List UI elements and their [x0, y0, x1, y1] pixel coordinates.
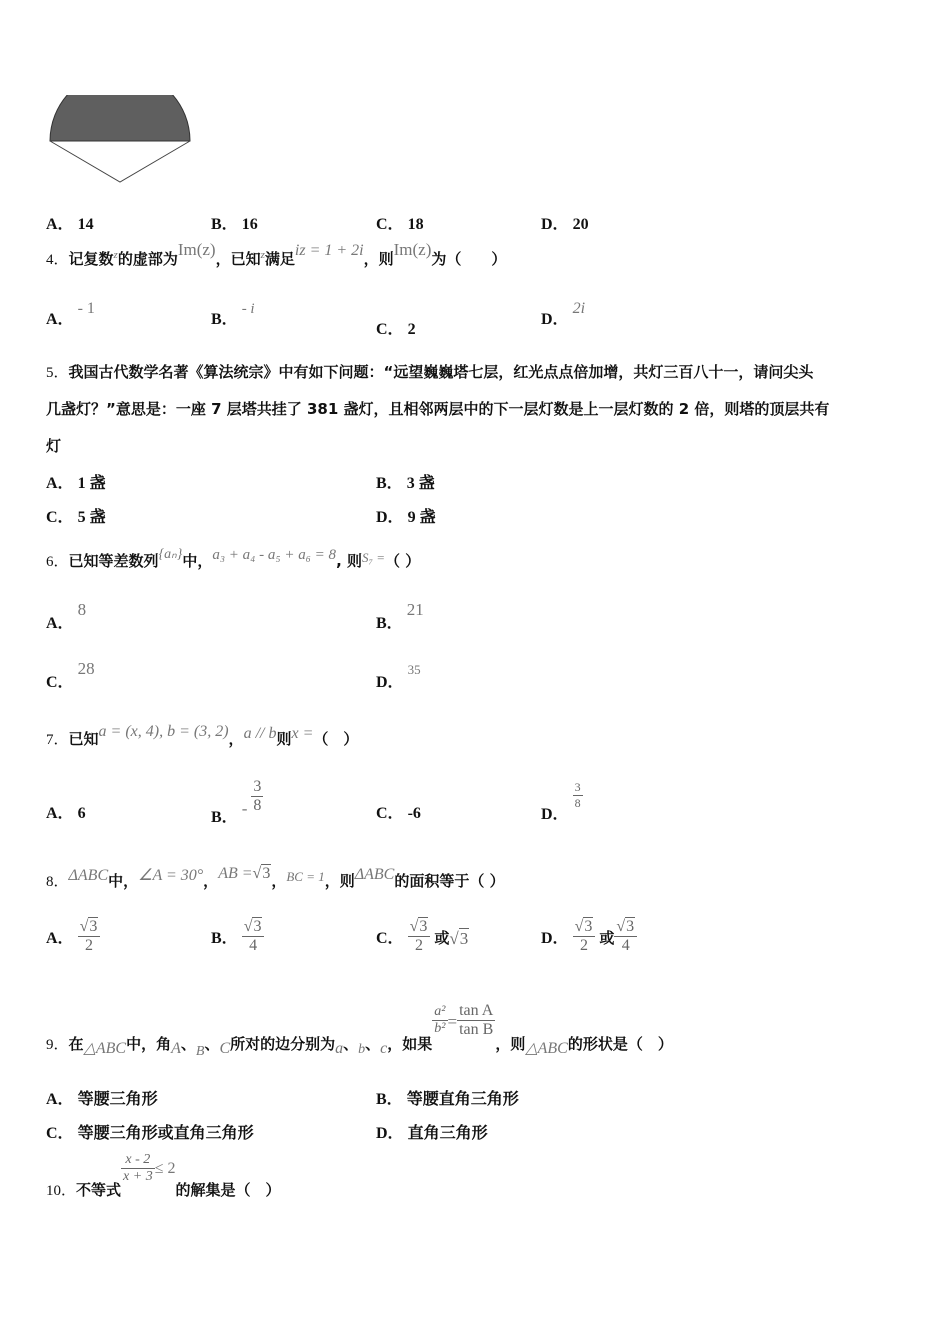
q4-option-c[interactable]: C． 2: [376, 321, 416, 338]
q5-option-b[interactable]: B． 3 盏: [376, 475, 435, 492]
q7-option-d[interactable]: D． $\frac{3}{8}$: [541, 780, 581, 824]
q3-option-d[interactable]: D． 20: [541, 216, 589, 233]
q4-option-a[interactable]: A． - 1: [46, 300, 95, 328]
q8-option-d[interactable]: D． $\frac{√3}{2}$ 或 $\frac{√3}{4}$: [541, 918, 637, 955]
q6-option-d[interactable]: D． $^{35}$: [376, 662, 421, 691]
q8-option-b[interactable]: B． $\frac{√3}{4}$: [211, 918, 264, 955]
q5-line1: 5．我国古代数学名著《算法统宗》中有如下问题：“远望巍巍塔七层，红光点点倍加增，共灯三百八十一，请问尖头: [46, 363, 814, 381]
q4-option-d[interactable]: D． 2i: [541, 300, 586, 328]
q9-option-d[interactable]: D． 直角三角形: [376, 1125, 488, 1142]
q7-option-b[interactable]: B． - $\frac{3}{8}$: [211, 778, 262, 827]
q7-option-a[interactable]: A． 6: [46, 805, 86, 822]
q3-option-a[interactable]: A． 14: [46, 216, 94, 233]
triangle-outline: [50, 141, 190, 182]
q8-stem: 8．ΔABC中，∠A = 30°，AB =√3，BC = 1，则ΔABC的面积等于（ ）: [46, 865, 505, 890]
q6-option-c[interactable]: C． 28: [46, 659, 95, 691]
q7-option-c[interactable]: C． -6: [376, 805, 421, 822]
q10-stem: 10．不等式 $\frac{x - 2}{x + 3}$ ≤ 2的解集是（ ）: [46, 1152, 281, 1199]
q9-option-c[interactable]: C． 等腰三角形或直角三角形: [46, 1125, 254, 1142]
shaded-segment: [50, 95, 190, 141]
q4-option-b[interactable]: B． - i: [211, 301, 255, 328]
q8-option-c[interactable]: C． $\frac{√3}{2}$ 或√3: [376, 918, 469, 954]
q6-stem: 6．已知等差数列{aₙ}中，a₃ + a₄ - a₅ + a₆ = 8, 则S₇ =（ ）: [46, 547, 421, 570]
q5-option-a[interactable]: A． 1 盏: [46, 475, 106, 492]
q9-stem: 9．在△ABC中，角A、B、C所对的边分别为a、b、c，如果 $\frac{\text{a²}}{\text{b²}}$ = $\frac{\text{tan A}}{\text{tan B}}$ ，则△ABC的形状是（ ）: [46, 1002, 673, 1059]
q8-option-a[interactable]: A． $\frac{√3}{2}$: [46, 918, 100, 955]
sector-figure: [44, 95, 194, 187]
q5-line3: 灯: [46, 437, 62, 455]
q6-option-a[interactable]: A． 8: [46, 600, 87, 632]
q6-option-b[interactable]: B． 21: [376, 600, 424, 632]
q5-option-d[interactable]: D． 9 盏: [376, 509, 436, 526]
q3-option-b[interactable]: B． 16: [211, 216, 258, 233]
q7-stem: 7．已知a = (x, 4), b = (3, 2)，a // b则x =（ ）: [46, 723, 359, 748]
q5-option-c[interactable]: C． 5 盏: [46, 509, 106, 526]
q9-option-a[interactable]: A． 等腰三角形: [46, 1091, 158, 1108]
q3-option-c[interactable]: C． 18: [376, 216, 424, 233]
q4-stem: 4．记复数$^z$的虚部为Im(z)，已知$^z$满足iz = 1 + 2i，则Im(z)为（ ）: [46, 240, 507, 268]
q9-option-b[interactable]: B． 等腰直角三角形: [376, 1091, 519, 1108]
q5-line2: 几盏灯？”意思是：一座 7 层塔共挂了 381 盏灯，且相邻两层中的下一层灯数是上一层灯数的 2 倍，则塔的顶层共有: [46, 400, 830, 418]
